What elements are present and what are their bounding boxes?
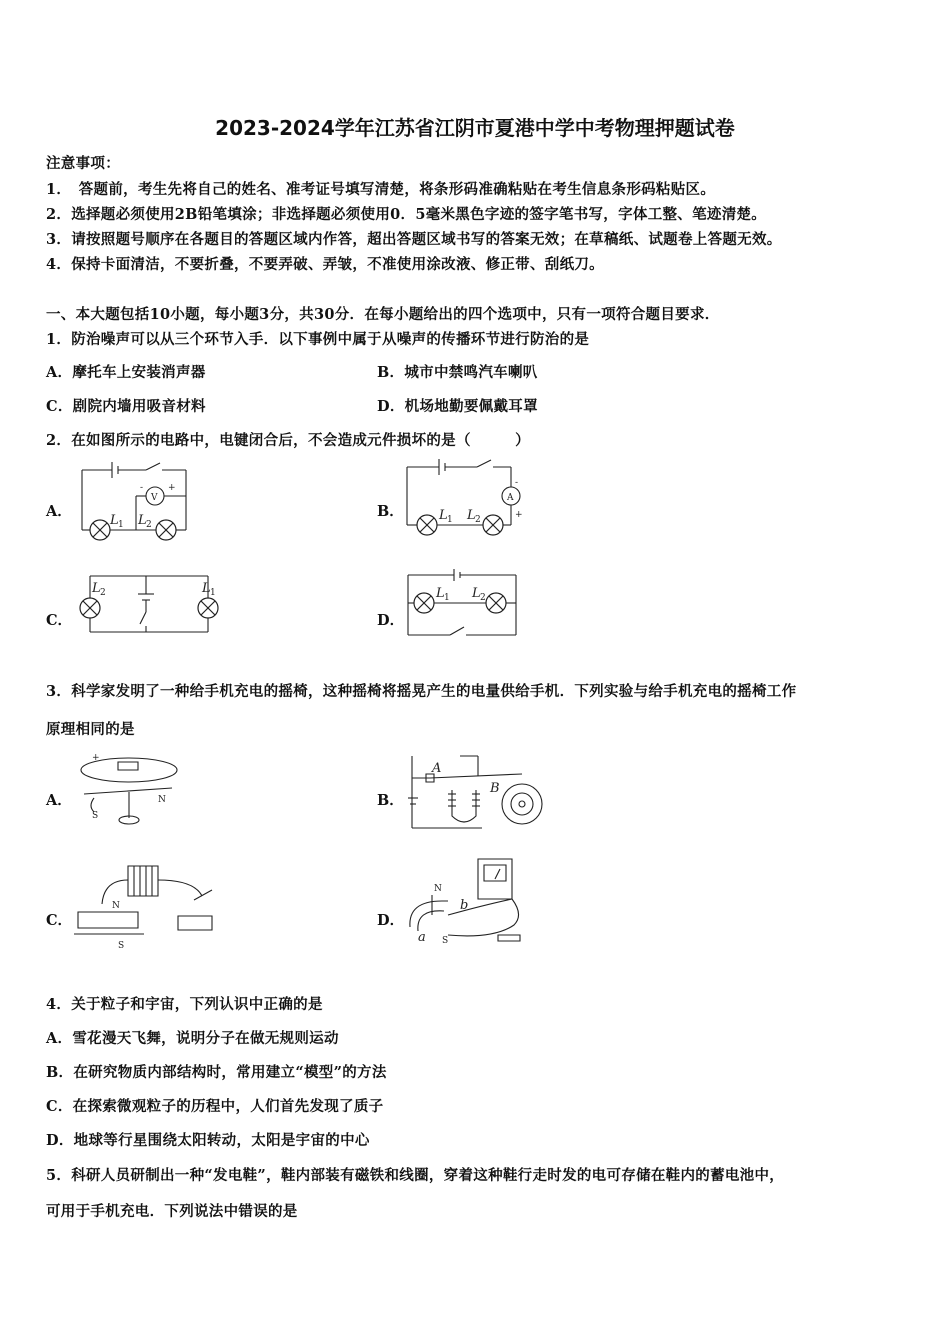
notice-item: 1． 答题前，考生先将自己的姓名、准考证号填写清楚，将条形码准确粘贴在考生信息条形码粘贴区。	[46, 181, 716, 198]
section-heading: 一、本大题包括10小题，每小题3分，共30分．在每小题给出的四个选项中，只有一项符合题目要求．	[46, 306, 720, 323]
page-title: 2023-2024学年江苏省江阴市夏港中学中考物理押题试卷	[215, 116, 735, 140]
question-5-stem: 5．科研人员研制出一种“发电鞋”，鞋内部装有磁铁和线圈，穿着这种鞋行走时发的电可存储在鞋内的蓄电池中，	[46, 1167, 785, 1184]
voltmeter-icon: V	[151, 493, 158, 503]
q1-option-a: A．摩托车上安装消声器	[46, 364, 206, 381]
q4-option-a: A．雪花漫天飞舞，说明分子在做无规则运动	[46, 1030, 339, 1047]
svg-text:a: a	[418, 930, 426, 945]
q3-figure-a-compass-wire	[74, 748, 184, 834]
notice-item: 3．请按照题号顺序在各题目的答题区域内作答，超出答题区域书写的答案无效；在草稿纸、试题卷上答题无效。	[46, 231, 782, 248]
svg-text:S: S	[92, 811, 99, 821]
svg-text:S: S	[118, 941, 125, 951]
q3-label-c: C．	[46, 912, 73, 929]
svg-text:+: +	[168, 483, 176, 493]
q2-label-a: A．	[46, 503, 72, 520]
q4-option-b: B．在研究物质内部结构时，常用建立“模型”的方法	[46, 1064, 387, 1081]
question-4-stem: 4．关于粒子和宇宙，下列认识中正确的是	[46, 996, 323, 1013]
q3-label-a: A．	[46, 792, 72, 809]
question-5-stem-cont: 可用于手机充电．下列说法中错误的是	[46, 1203, 298, 1220]
q3-label-d: D．	[377, 912, 405, 929]
svg-text:1: 1	[447, 515, 453, 525]
svg-text:2: 2	[146, 520, 152, 530]
q2-label-c: C．	[46, 612, 73, 629]
svg-text:L: L	[467, 508, 476, 523]
svg-text:+: +	[515, 510, 523, 520]
question-3-stem-cont: 原理相同的是	[46, 721, 135, 738]
svg-text:b: b	[460, 898, 469, 913]
notice-item: 2．选择题必须使用2B铅笔填涂；非选择题必须使用0．5毫米黑色字迹的签字笔书写，字体工整、笔迹清楚。	[46, 206, 767, 223]
q2-circuit-d	[404, 567, 524, 641]
notice-heading: 注意事项：	[46, 155, 120, 172]
svg-text:1: 1	[118, 520, 124, 530]
question-1-stem: 1．防治噪声可以从三个环节入手．以下事例中属于从噪声的传播环节进行防治的是	[46, 331, 590, 348]
q1-option-b: B．城市中禁鸣汽车喇叭	[377, 364, 538, 381]
svg-text:L: L	[472, 586, 481, 601]
svg-text:L: L	[202, 581, 211, 596]
q3-figure-c-motor	[74, 860, 224, 952]
svg-text:A: A	[432, 761, 442, 776]
svg-text:1: 1	[210, 588, 216, 598]
svg-text:N: N	[158, 795, 166, 805]
svg-text:L: L	[92, 581, 101, 596]
q2-label-b: B．	[377, 503, 404, 520]
q3-label-b: B．	[377, 792, 404, 809]
svg-text:2: 2	[475, 515, 481, 525]
q2-circuit-c	[74, 568, 224, 640]
q4-option-c: C．在探索微观粒子的历程中，人们首先发现了质子	[46, 1098, 384, 1115]
q1-option-c: C．剧院内墙用吸音材料	[46, 398, 206, 415]
q1-option-d: D．机场地勤要佩戴耳罩	[377, 398, 538, 415]
svg-text:2: 2	[100, 588, 106, 598]
q2-circuit-a	[78, 458, 198, 544]
svg-text:N: N	[112, 901, 120, 911]
svg-text:L: L	[138, 513, 147, 528]
q2-label-d: D．	[377, 612, 405, 629]
svg-text:L: L	[439, 508, 448, 523]
question-3-stem: 3．科学家发明了一种给手机充电的摇椅，这种摇椅将摇晃产生的电量供给手机．下列实验与给手机充电的摇椅工作	[46, 683, 797, 700]
question-2-stem: 2．在如图所示的电路中，电键闭合后，不会造成元件损坏的是（ ）	[46, 432, 530, 449]
svg-text:S: S	[442, 936, 449, 946]
q2-circuit-b	[403, 455, 533, 541]
svg-text:N: N	[434, 884, 442, 894]
svg-text:L: L	[436, 586, 445, 601]
q3-figure-b-electromagnet	[404, 750, 546, 832]
svg-text:-: -	[140, 483, 144, 493]
svg-text:-: -	[515, 478, 519, 488]
svg-text:L: L	[110, 513, 119, 528]
svg-text:+: +	[92, 753, 100, 763]
svg-text:1: 1	[444, 593, 450, 603]
q4-option-d: D．地球等行星围绕太阳转动，太阳是宇宙的中心	[46, 1132, 370, 1149]
notice-item: 4．保持卡面清洁，不要折叠，不要弄破、弄皱，不准使用涂改液、修正带、刮纸刀。	[46, 256, 604, 273]
q3-figure-d-induction	[404, 855, 534, 951]
svg-text:2: 2	[480, 593, 486, 603]
svg-text:B: B	[490, 781, 500, 796]
ammeter-icon: A	[507, 493, 514, 503]
